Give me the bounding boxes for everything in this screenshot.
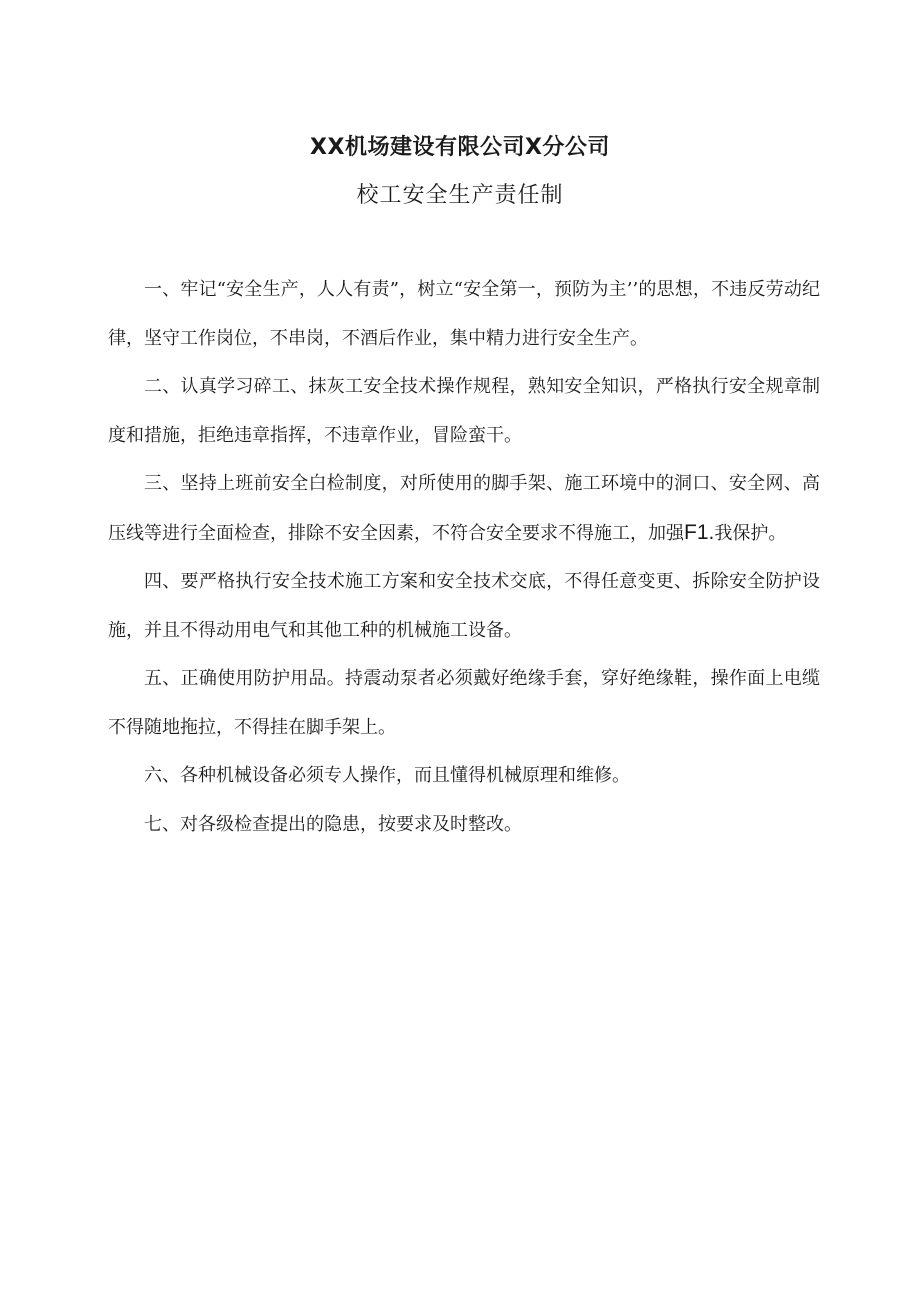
- paragraph-3-text-a: 三、坚持上班前安全白检制度，对所使用的脚手架、施工环境中的洞口、安全网、高压线等进行全面检查，排除不安全因素，不符合安全要求不得施工，加强: [108, 473, 820, 544]
- paragraph-3: [108, 460, 820, 558]
- paragraph-7: 七、对各级检查提出的隐患，按要求及时整改。: [144, 813, 522, 835]
- paragraph-3-code: F1.: [684, 520, 715, 544]
- document-title: XX机场建设有限公司X分公司: [310, 135, 610, 160]
- paragraph-1: 一、牢记“安全生产，人人有责”，树立“安全第一，预防为主’’的思想，不违反劳动纪律，坚守工作岗位，不串岗，不酒后作业，集中精力进行安全生产。: [108, 279, 820, 349]
- paragraph-3-text-b: 我保护。: [714, 522, 787, 544]
- document-body: [108, 266, 820, 849]
- paragraph-5: 五、正确使用防护用品。持震动泵者必须戴好绝缘手套，穿好绝缘鞋，操作面上电缆不得随地拖拉，不得挂在脚手架上。: [108, 668, 820, 738]
- paragraph-2: 二、认真学习碎工、抹灰工安全技术操作规程，熟知安全知识，严格执行安全规章制度和措施，拒绝违章指挥，不违章作业，冒险蛮干。: [108, 376, 820, 446]
- paragraph-4: 四、要严格执行安全技术施工方案和安全技术交底，不得任意变更、拆除安全防护设施，并且不得动用电气和其他工种的机械施工设备。: [108, 571, 820, 641]
- paragraph-6: 六、各种机械设备必须专人操作，而且懂得机械原理和维修。: [144, 765, 630, 786]
- document-subtitle: 校工安全生产责任制: [356, 183, 564, 208]
